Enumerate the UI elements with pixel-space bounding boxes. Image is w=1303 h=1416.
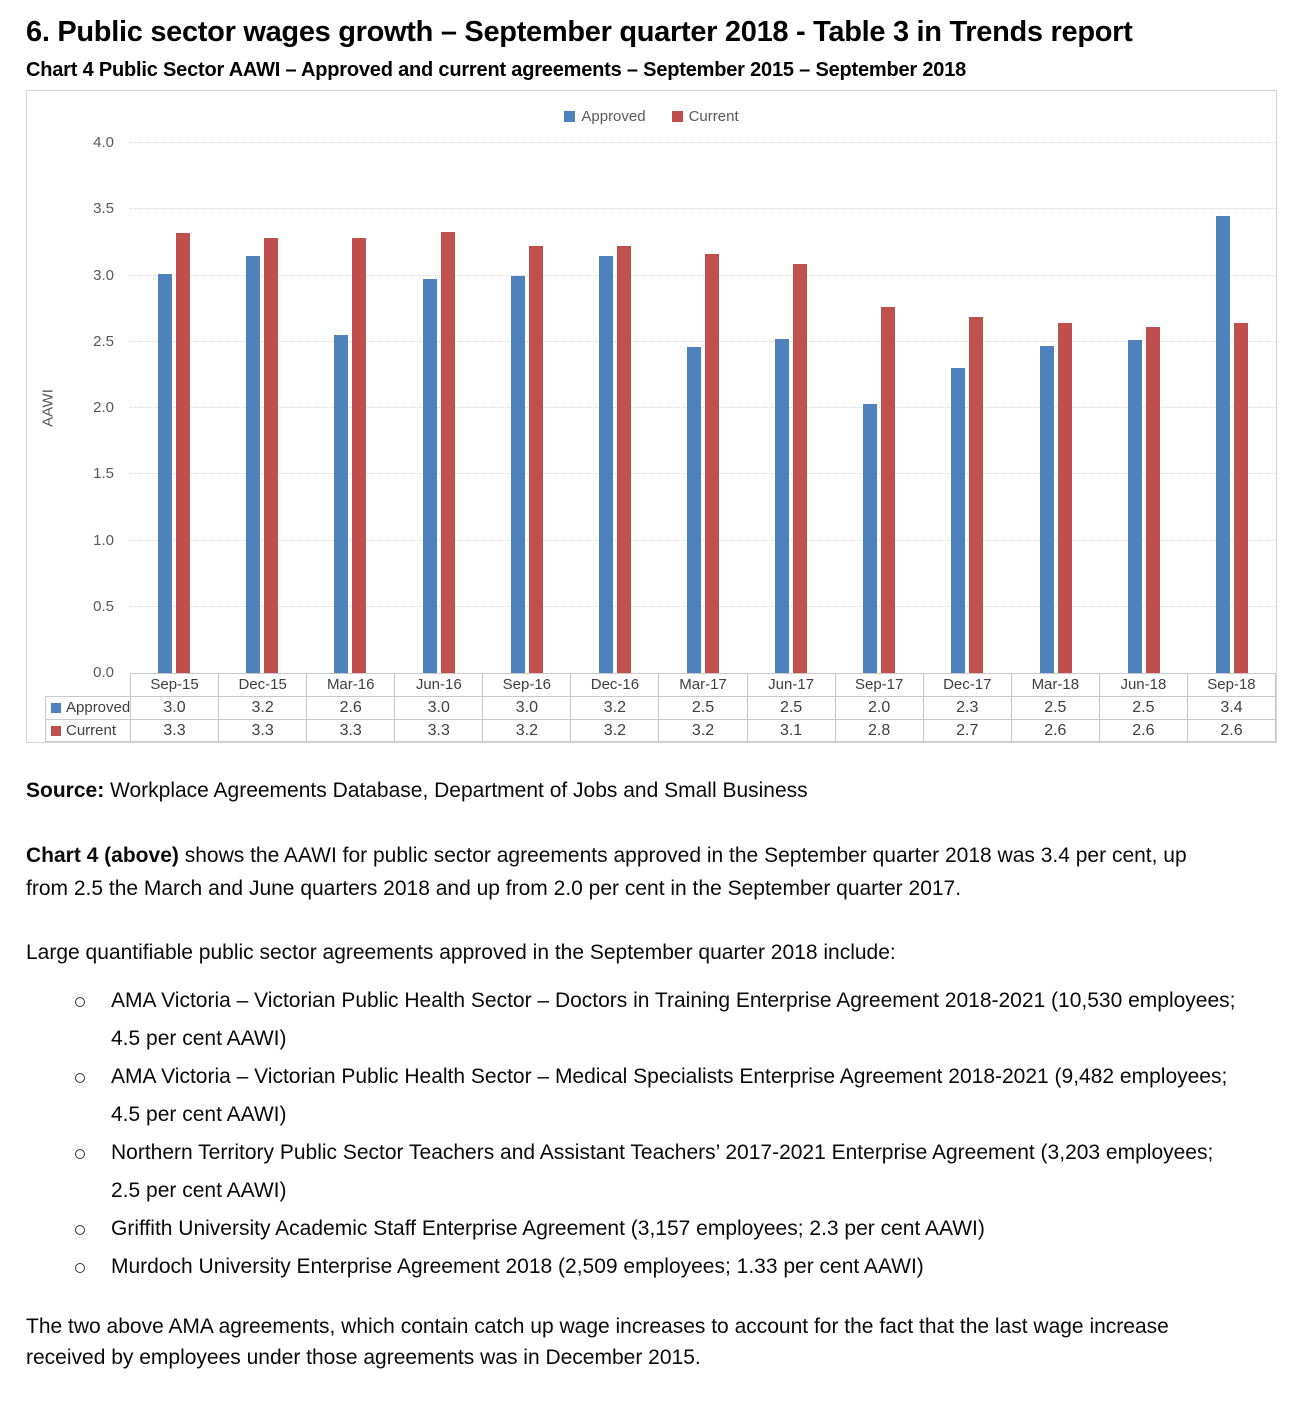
table-value-cell: 2.5 bbox=[747, 696, 835, 719]
chart-legend bbox=[27, 91, 1276, 124]
source-line bbox=[26, 774, 1231, 807]
bar-group-dec-15 bbox=[218, 143, 306, 673]
y-axis-title: AAWI bbox=[39, 389, 57, 427]
bar-group-mar-17 bbox=[659, 143, 747, 673]
chart-ref-bold: Chart 4 (above) bbox=[26, 844, 179, 867]
legend-swatch-icon bbox=[564, 111, 575, 122]
row-label-text: Approved bbox=[66, 699, 130, 716]
chart-main bbox=[27, 134, 1276, 681]
x-axis-label-cell: Sep-18 bbox=[1187, 673, 1276, 696]
x-axis-label-cell: Jun-16 bbox=[394, 673, 482, 696]
bar-group-sep-16 bbox=[483, 143, 571, 673]
table-value-cell: 3.1 bbox=[747, 719, 835, 742]
source-text: Workplace Agreements Database, Department of Jobs and Small Business bbox=[104, 779, 808, 802]
bar-group-sep-17 bbox=[835, 143, 923, 673]
y-axis bbox=[27, 134, 130, 681]
bar-current-dec-15 bbox=[264, 238, 278, 673]
bar-current-sep-16 bbox=[529, 246, 543, 673]
page-title: 6. Public sector wages growth – September quarter 2018 - Table 3 in Trends report bbox=[26, 16, 1133, 48]
x-axis-label-cell: Dec-17 bbox=[923, 673, 1011, 696]
bar-group-sep-15 bbox=[130, 143, 218, 673]
source-label: Source: bbox=[26, 779, 105, 802]
y-tick-label: 1.0 bbox=[93, 531, 114, 549]
bullet-marker-column bbox=[26, 1210, 111, 1248]
bar-current-sep-15 bbox=[176, 233, 190, 673]
bar-group-mar-18 bbox=[1012, 143, 1100, 673]
x-axis-label-cell: Mar-16 bbox=[306, 673, 394, 696]
bar-current-mar-16 bbox=[352, 238, 366, 673]
bar-approved-mar-18 bbox=[1040, 346, 1054, 673]
table-value-cell: 2.5 bbox=[658, 696, 746, 719]
series-swatch-icon bbox=[51, 703, 61, 713]
list-item bbox=[26, 1248, 1236, 1286]
y-tick-label: 1.5 bbox=[93, 465, 114, 483]
bar-group-dec-16 bbox=[571, 143, 659, 673]
bar-group-jun-18 bbox=[1100, 143, 1188, 673]
x-axis-label-cell: Jun-17 bbox=[747, 673, 835, 696]
x-axis-label-cell: Mar-17 bbox=[658, 673, 746, 696]
y-tick-label: 0.0 bbox=[93, 664, 114, 681]
bar-approved-jun-17 bbox=[775, 339, 789, 673]
x-axis-label-cell: Dec-16 bbox=[570, 673, 658, 696]
paragraph-chart-summary bbox=[26, 839, 1231, 905]
y-tick-label: 0.5 bbox=[93, 597, 114, 615]
legend-label: Current bbox=[688, 107, 739, 125]
bar-group-sep-18 bbox=[1188, 143, 1276, 673]
list-item bbox=[26, 1210, 1236, 1248]
legend-item-current bbox=[672, 108, 739, 125]
table-value-cell: 3.2 bbox=[570, 696, 658, 719]
table-row-label bbox=[45, 696, 130, 719]
paragraph-ama-note: The two above AMA agreements, which contain catch up wage increases to account for the fact that the last wage increase received by employees under those agreements was in December 2015. bbox=[26, 1315, 1169, 1369]
bar-current-mar-18 bbox=[1058, 323, 1072, 673]
table-row-approved bbox=[45, 696, 1276, 719]
x-axis-label-cell: Dec-15 bbox=[218, 673, 306, 696]
y-tick-label: 3.0 bbox=[93, 266, 114, 284]
table-value-cell: 3.3 bbox=[394, 719, 482, 742]
table-value-cell: 2.5 bbox=[1099, 696, 1187, 719]
bar-approved-sep-17 bbox=[863, 404, 877, 673]
paragraph-list-intro: Large quantifiable public sector agreements approved in the September quarter 2018 include: bbox=[26, 941, 896, 964]
table-value-cell: 2.3 bbox=[923, 696, 1011, 719]
bar-current-jun-16 bbox=[441, 232, 455, 673]
list-item bbox=[26, 1058, 1236, 1134]
table-value-cell: 3.2 bbox=[482, 719, 570, 742]
table-value-cell: 3.0 bbox=[130, 696, 218, 719]
bullet-icon bbox=[75, 1149, 85, 1159]
table-value-cell: 2.7 bbox=[923, 719, 1011, 742]
x-axis-label-cell: Mar-18 bbox=[1011, 673, 1099, 696]
bar-approved-dec-15 bbox=[246, 256, 260, 673]
y-tick-label: 4.0 bbox=[93, 134, 114, 151]
bar-current-sep-17 bbox=[881, 307, 895, 673]
bar-current-jun-17 bbox=[793, 264, 807, 673]
bar-current-dec-16 bbox=[617, 246, 631, 673]
table-value-cell: 3.4 bbox=[1187, 696, 1276, 719]
series-swatch-icon bbox=[51, 726, 61, 736]
x-axis-label-cell: Sep-15 bbox=[130, 673, 218, 696]
bullet-icon bbox=[75, 1073, 85, 1083]
bullet-marker-column bbox=[26, 1134, 111, 1210]
table-row-current bbox=[45, 719, 1276, 742]
bullet-marker-column bbox=[26, 982, 111, 1058]
table-value-cell: 3.2 bbox=[218, 696, 306, 719]
table-value-cell: 2.8 bbox=[835, 719, 923, 742]
table-row-label bbox=[45, 719, 130, 742]
bar-current-sep-18 bbox=[1234, 323, 1248, 673]
chart-caption: Chart 4 Public Sector AAWI – Approved and current agreements – September 2015 – September 2018 bbox=[26, 59, 967, 81]
x-axis-label-cell: Jun-18 bbox=[1099, 673, 1187, 696]
list-item-text: Murdoch University Enterprise Agreement 2018 (2,509 employees; 1.33 per cent AAWI) bbox=[111, 1255, 924, 1278]
table-value-cell: 3.3 bbox=[130, 719, 218, 742]
table-header-row bbox=[45, 673, 1276, 696]
bullet-icon bbox=[75, 1263, 85, 1273]
table-value-cell: 2.5 bbox=[1011, 696, 1099, 719]
bar-group-jun-17 bbox=[747, 143, 835, 673]
bar-approved-sep-15 bbox=[158, 274, 172, 673]
table-value-cell: 2.6 bbox=[1187, 719, 1276, 742]
chart-summary-text: shows the AAWI for public sector agreements approved in the September quarter 2018 was 3.4 per cent, up from 2.5 the March and June quarters 2018 and up from 2.0 per cent in the September quarter 2017. bbox=[26, 844, 1187, 900]
legend-label: Approved bbox=[581, 107, 646, 125]
list-item-text: Griffith University Academic Staff Enterprise Agreement (3,157 employees; 2.3 per cent AAWI) bbox=[111, 1217, 985, 1240]
bar-approved-jun-16 bbox=[423, 279, 437, 673]
chart-data-table bbox=[45, 673, 1276, 742]
x-axis-label-cell: Sep-16 bbox=[482, 673, 570, 696]
bar-group-jun-16 bbox=[394, 143, 482, 673]
list-item-text: AMA Victoria – Victorian Public Health Sector – Doctors in Training Enterprise Agreement 2018-2021 (10,530 employees; 4.5 per cent AAWI) bbox=[111, 989, 1236, 1050]
table-value-cell: 3.2 bbox=[570, 719, 658, 742]
bar-current-jun-18 bbox=[1146, 327, 1160, 673]
table-value-cell: 3.3 bbox=[218, 719, 306, 742]
bullet-icon bbox=[75, 997, 85, 1007]
bar-approved-sep-18 bbox=[1216, 216, 1230, 673]
y-tick-label: 3.5 bbox=[93, 200, 114, 218]
bar-approved-dec-17 bbox=[951, 368, 965, 673]
table-value-cell: 2.6 bbox=[1099, 719, 1187, 742]
table-value-cell: 2.0 bbox=[835, 696, 923, 719]
list-item-text: Northern Territory Public Sector Teachers and Assistant Teachers’ 2017-2021 Enterprise Agreement (3,203 employees; 2.5 per cent AAWI) bbox=[111, 1141, 1214, 1202]
bar-current-dec-17 bbox=[969, 317, 983, 673]
list-item bbox=[26, 1134, 1236, 1210]
bar-approved-mar-17 bbox=[687, 347, 701, 673]
bullet-marker-column bbox=[26, 1248, 111, 1286]
bar-approved-dec-16 bbox=[599, 256, 613, 673]
bullet-marker-column bbox=[26, 1058, 111, 1134]
bar-group-mar-16 bbox=[306, 143, 394, 673]
legend-item-approved bbox=[564, 108, 645, 125]
table-value-cell: 3.0 bbox=[482, 696, 570, 719]
table-value-cell: 2.6 bbox=[306, 696, 394, 719]
bar-current-mar-17 bbox=[705, 254, 719, 673]
table-value-cell: 2.6 bbox=[1011, 719, 1099, 742]
list-item bbox=[26, 982, 1236, 1058]
table-value-cell: 3.2 bbox=[658, 719, 746, 742]
plot-area bbox=[130, 143, 1276, 673]
agreements-list bbox=[26, 982, 1277, 1286]
row-label-text: Current bbox=[66, 721, 117, 739]
table-value-cell: 3.0 bbox=[394, 696, 482, 719]
bullet-icon bbox=[75, 1225, 85, 1235]
y-tick-label: 2.5 bbox=[93, 332, 114, 350]
chart bbox=[26, 90, 1277, 743]
legend-swatch-icon bbox=[672, 111, 683, 122]
bar-approved-jun-18 bbox=[1128, 340, 1142, 673]
bar-approved-mar-16 bbox=[334, 335, 348, 673]
x-axis-label-cell: Sep-17 bbox=[835, 673, 923, 696]
bar-group-dec-17 bbox=[923, 143, 1011, 673]
list-item-text: AMA Victoria – Victorian Public Health Sector – Medical Specialists Enterprise Agreement 2018-2021 (9,482 employees; 4.5 per cent AAWI) bbox=[111, 1065, 1228, 1126]
bar-approved-sep-16 bbox=[511, 276, 525, 674]
y-tick-label: 2.0 bbox=[93, 399, 114, 416]
table-value-cell: 3.3 bbox=[306, 719, 394, 742]
